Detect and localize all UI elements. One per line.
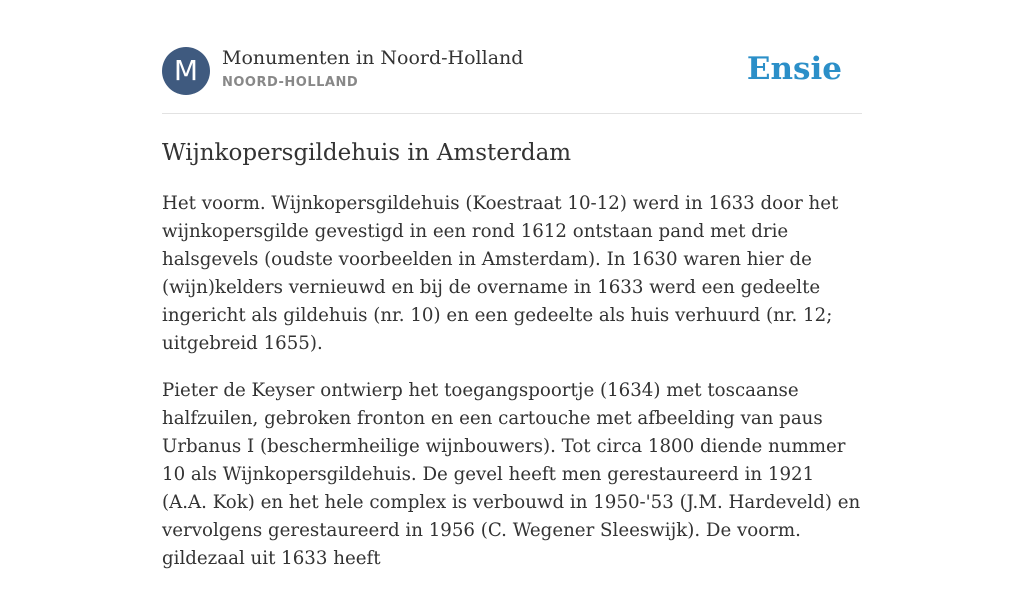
- region-link[interactable]: NOORD-HOLLAND: [222, 75, 359, 90]
- article-title: Wijnkopersgildehuis in Amsterdam: [162, 140, 572, 166]
- header: [162, 47, 862, 95]
- article-paragraph-2: Pieter de Keyser ontwierp het toegangspoortje (1634) met toscaanse halfzuilen, gebroken fronton en een cartouche met afbeelding van paus Urbanus I (beschermheilige wijnbouwers). Tot circa 1800 diende nummer 10 als Wijnkopersgildehuis. De gevel heeft men gerestaureerd in 1921 (A.A. Kok) en het hele complex is verbouwd in 1950-'53 (J.M. Hardeveld) en vervolgens gerestaureerd in 1956 (C. Wegener Sleeswijk). De voorm. gildezaal uit 1633 heeft: [162, 380, 861, 569]
- article-paragraph-1: Het voorm. Wijnkopersgildehuis (Koestraat 10-12) werd in 1633 door het wijnkopersgilde gevestigd in een rond 1612 ontstaan pand met drie halsgevels (oudste voorbeelden in Amsterdam). In 1630 waren hier de (wijn)kelders vernieuwd en bij de overname in 1633 werd een gedeelte ingericht als gildehuis (nr. 10) en een gedeelte als huis verhuurd (nr. 12; uitgebreid 1655).: [162, 193, 839, 354]
- avatar[interactable]: M: [162, 47, 210, 95]
- article-body: [162, 190, 862, 592]
- header-divider: [162, 113, 862, 114]
- brand-logo-link[interactable]: Ensie: [746, 51, 842, 87]
- site-name-link[interactable]: Monumenten in Noord-Holland: [222, 47, 524, 69]
